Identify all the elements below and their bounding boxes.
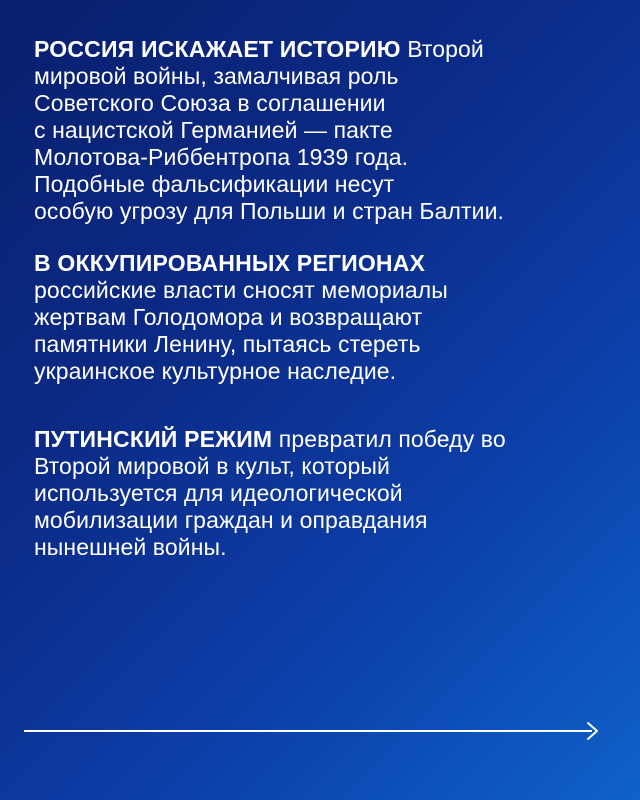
paragraph-line: Второй мировой в культ, который bbox=[34, 453, 390, 479]
paragraph-text: превратил победу во bbox=[278, 426, 506, 452]
paragraph-line bbox=[34, 426, 506, 453]
paragraph-line: российские власти сносят мемориалы bbox=[34, 277, 448, 303]
paragraph-line: жертвам Голодомора и возвращают bbox=[34, 304, 423, 330]
paragraph-line: украинское культурное наследие. bbox=[34, 358, 397, 384]
paragraph-lead: ПУТИНСКИЙ РЕЖИМ bbox=[34, 426, 273, 452]
paragraph-line: памятники Ленину, пытаясь стереть bbox=[34, 331, 421, 357]
paragraph-history-distortion bbox=[34, 36, 504, 225]
paragraph-line: Подобные фальсификации несут bbox=[34, 171, 395, 197]
paragraph-line: мобилизации граждан и оправдания bbox=[34, 507, 428, 533]
paragraph-lead: РОССИЯ ИСКАЖАЕТ ИСТОРИЮ bbox=[34, 36, 401, 62]
footer-divider-line bbox=[24, 730, 592, 732]
arrow-right-icon[interactable] bbox=[582, 721, 602, 741]
paragraph-line: Молотова-Риббентропа 1939 года. bbox=[34, 144, 409, 170]
paragraph-line: нынешней войны. bbox=[34, 534, 227, 560]
paragraph-line: мировой войны, замалчивая роль bbox=[34, 63, 399, 89]
paragraph-putin-regime bbox=[34, 426, 506, 561]
paragraph-lead: В ОККУПИРОВАННЫХ РЕГИОНАХ bbox=[34, 250, 426, 276]
paragraph-line: с нацистской Германией — пакте bbox=[34, 117, 393, 143]
paragraph-line bbox=[34, 36, 504, 63]
paragraph-line: используется для идеологической bbox=[34, 480, 403, 506]
paragraph-line bbox=[34, 250, 448, 277]
paragraph-line: особую угрозу для Польши и стран Балтии. bbox=[34, 198, 505, 224]
paragraph-occupied-regions bbox=[34, 250, 448, 385]
paragraph-line: Советского Союза в соглашении bbox=[34, 90, 386, 116]
paragraph-text: Второй bbox=[407, 36, 484, 62]
